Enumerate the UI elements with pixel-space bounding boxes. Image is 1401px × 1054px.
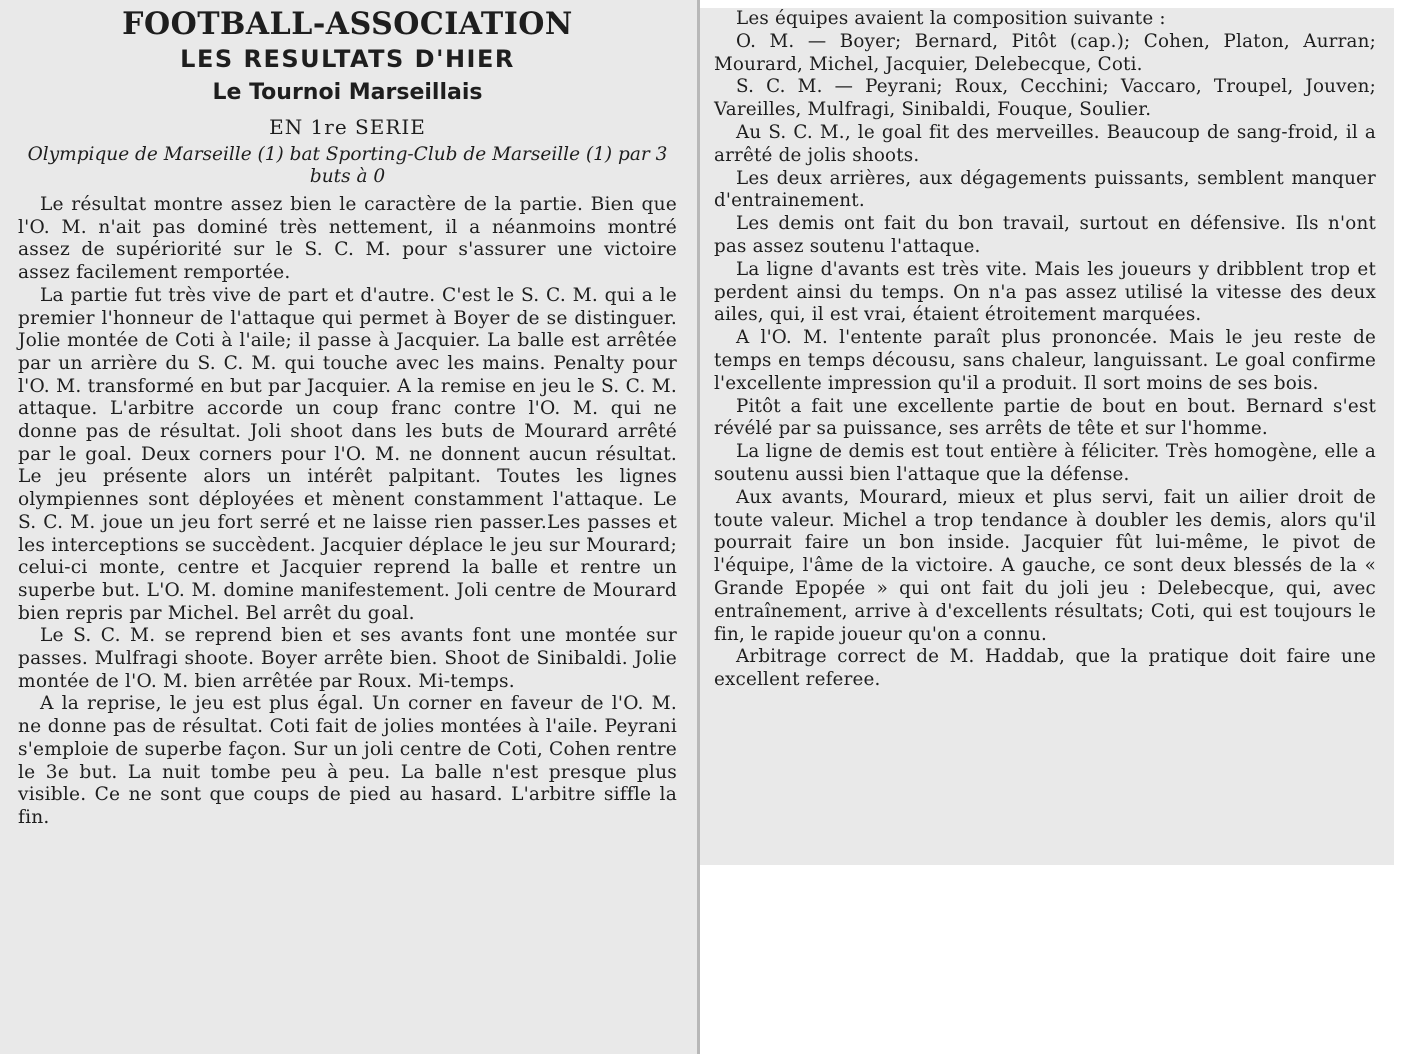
article-paragraph: La ligne de demis est tout entière à féliciter. Très homogène, elle a soutenu aussi bien l'attaque que la défense. (714, 441, 1376, 485)
blank-area (700, 865, 1401, 1054)
left-article-body (18, 194, 677, 830)
headline-football-association: FOOTBALL-ASSOCIATION (122, 6, 573, 43)
left-column (0, 0, 697, 1054)
article-paragraph: Pitôt a fait une excellente partie de bout en bout. Bernard s'est révélé par sa puissance, ses arrêts de tête et sur l'homme. (714, 395, 1376, 440)
headline-tournament: Le Tournoi Marseillais (212, 80, 483, 105)
article-paragraph: Le S. C. M. se reprend bien et ses avants font une montée sur passes. Mulfragi shoote. Boyer arrête bien. Shoot de Sinibaldi. Jolie montée de l'O. M. bien arrêtée par Roux. Mi-temps. (18, 625, 677, 692)
article-paragraph: Au S. C. M., le goal fit des merveilles. Beaucoup de sang-froid, il a arrêté de jolis shoots. (714, 121, 1376, 166)
article-paragraph: La ligne d'avants est très vite. Mais les joueurs y dribblent trop et perdent ainsi du temps. On n'a pas assez utilisé la vitesse des deux ailes, qui, il est vrai, étaient étroitement marquées. (714, 258, 1376, 326)
page-margin (1394, 0, 1401, 865)
page-margin (700, 0, 1401, 8)
article-paragraph: A la reprise, le jeu est plus égal. Un corner en faveur de l'O. M. ne donne pas de résultat. Coti fait de jolies montées à l'aile. Peyrani s'emploie de superbe façon. Sur un joli centre de Coti, Cohen rentre le 3e but. La nuit tombe peu à peu. La balle n'est presque plus visible. Ce ne sont que coups de pied au hasard. L'arbitre siffle la fin. (18, 693, 677, 828)
headline-results: LES RESULTATS D'HIER (180, 45, 515, 73)
article-paragraph: La partie fut très vive de part et d'autre. C'est le S. C. M. qui a le premier l'honneur de l'attaque qui permet à Boyer de se distinguer. Jolie montée de Coti à l'aile; il passe à Jacquier. La balle est arrêtée par un arrière du S. C. M. qui touche avec les mains. Penalty pour l'O. M. transformé en but par Jacquier. A la remise en jeu le S. C. M. attaque. L'arbitre accorde un coup franc contre l'O. M. qui ne donne pas de résultat. Joli shoot dans les buts de Mourard arrêté par le goal. Deux corners pour l'O. M. ne donnent aucun résultat. Le jeu présente alors un intérêt palpitant. Toutes les lignes olympiennes sont déployées et mènent constamment l'attaque. Le S. C. M. joue un jeu fort serré et ne laisse rien passer.Les passes et les interceptions se succèdent. Jacquier déplace le jeu sur Mourard; celui-ci monte, centre et Jacquier reprend la balle et rentre un superbe but. L'O. M. domine manifestement. Joli centre de Mourard bien repris par Michel. Bel arrêt du goal. (18, 284, 677, 624)
article-paragraph: A l'O. M. l'entente paraît plus prononcée. Mais le jeu reste de temps en temps décousu, sans chaleur, languissant. Le goal confirme l'excellente impression qu'il a produit. Il sort moins de ses bois. (714, 327, 1376, 394)
article-paragraph: Arbitrage correct de M. Haddab, que la pratique doit faire une excellent referee. (714, 646, 1376, 691)
team-lineup-om: O. M. — Boyer; Bernard, Pitôt (cap.); Cohen, Platon, Aurran; Mourard, Michel, Jacquier, Delebecque, Coti. (714, 30, 1376, 75)
article-paragraph: Aux avants, Mourard, mieux et plus servi, fait un ailier droit de toute valeur. Michel a trop tendance à doubler les demis, alors qu'il pourrait faire un bon inside. Jacquier fût lui-même, le pivot de l'équipe, l'âme de la victoire. A gauche, ce sont deux blessés de la « Grande Epopée » qui ont fait du joli jeu : Delebecque, qui, avec entraînement, arrive à d'excellents résultats; Coti, qui est toujours le fin, le rapide joueur qu'on a connu. (714, 486, 1376, 645)
right-column (700, 8, 1394, 865)
article-paragraph: Les deux arrières, aux dégagements puissants, semblent manquer d'entrainement. (714, 167, 1376, 212)
match-result-line: Olympique de Marseille (1) bat Sporting-Club de Marseille (1) par 3 buts à 0 (27, 144, 668, 187)
article-paragraph: Les équipes avaient la composition suivante : (736, 8, 1166, 29)
team-lineup-scm: S. C. M. — Peyrani; Roux, Cecchini; Vaccaro, Troupel, Jouven; Vareilles, Mulfragi, Sinibaldi, Fouque, Soulier. (714, 76, 1376, 121)
article-paragraph: Le résultat montre assez bien le caractère de la partie. Bien que l'O. M. n'ait pas dominé très nettement, il a néanmoins montré assez de supériorité sur le S. C. M. pour s'assurer une victoire assez facilement remportée. (18, 194, 677, 284)
article-paragraph: Les demis ont fait du bon travail, surtout en défensive. Ils n'ont pas assez soutenu l'attaque. (714, 213, 1376, 257)
right-article-body (714, 8, 1376, 692)
headline-serie: EN 1re SERIE (269, 115, 426, 139)
